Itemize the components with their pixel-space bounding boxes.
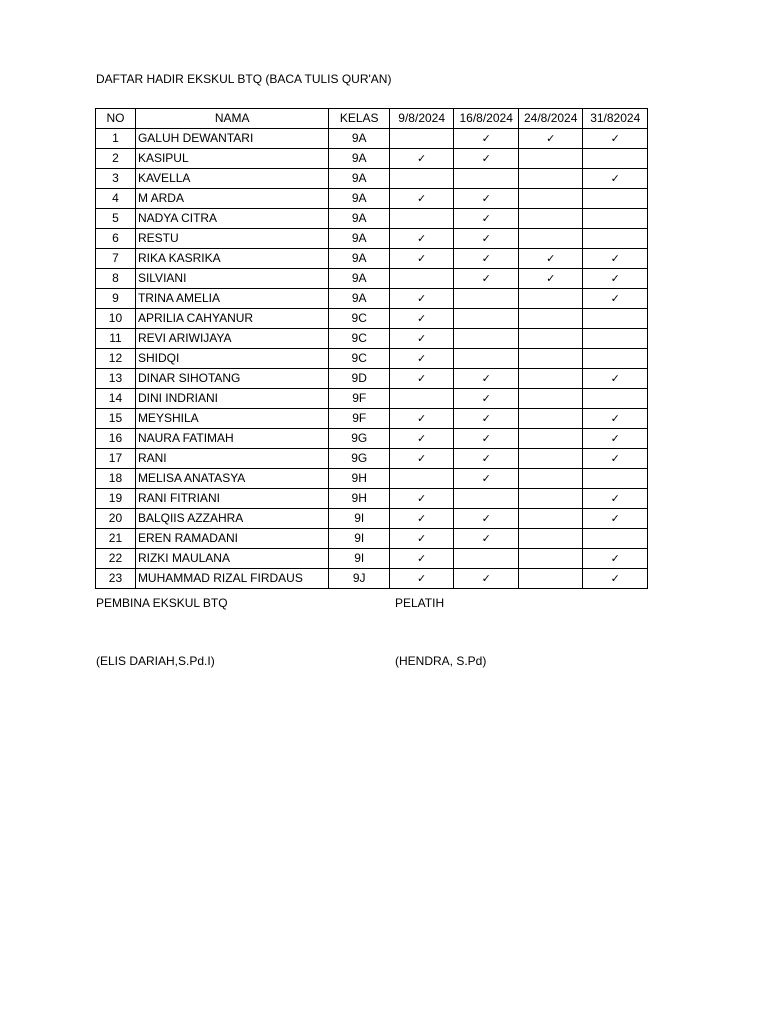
attendance-table [95, 108, 648, 589]
checkmark-icon: ✓ [610, 371, 620, 385]
student-class: 9A [329, 208, 389, 228]
attendance-cell [583, 168, 648, 188]
attendance-cell [389, 168, 454, 188]
student-class: 9C [329, 328, 389, 348]
attendance-cell [389, 508, 454, 528]
signature-name-pelatih: (HENDRA, S.Pd) [395, 654, 487, 668]
student-class: 9I [329, 528, 389, 548]
attendance-cell [454, 348, 519, 368]
table-header-row [96, 109, 648, 129]
table-row [96, 228, 648, 248]
attendance-cell [389, 348, 454, 368]
attendance-cell [583, 468, 648, 488]
checkmark-icon: ✓ [481, 391, 491, 405]
student-name: RANI FITRIANI [135, 488, 329, 508]
attendance-cell [518, 508, 583, 528]
attendance-cell [389, 568, 454, 588]
attendance-cell [583, 308, 648, 328]
table-row [96, 188, 648, 208]
attendance-cell [518, 248, 583, 268]
checkmark-icon: ✓ [417, 331, 427, 345]
checkmark-icon: ✓ [417, 451, 427, 465]
table-row [96, 248, 648, 268]
attendance-cell [583, 548, 648, 568]
student-name: NAURA FATIMAH [135, 428, 329, 448]
student-name: NADYA CITRA [135, 208, 329, 228]
table-row [96, 548, 648, 568]
attendance-cell [583, 508, 648, 528]
student-name: DINAR SIHOTANG [135, 368, 329, 388]
checkmark-icon: ✓ [481, 151, 491, 165]
table-row [96, 428, 648, 448]
checkmark-icon: ✓ [481, 131, 491, 145]
table-row [96, 368, 648, 388]
attendance-cell [454, 428, 519, 448]
attendance-cell [454, 468, 519, 488]
header-date-2: 16/8/2024 [454, 109, 519, 129]
student-name: EREN RAMADANI [135, 528, 329, 548]
row-number: 3 [96, 168, 136, 188]
checkmark-icon: ✓ [546, 131, 556, 145]
row-number: 14 [96, 388, 136, 408]
row-number: 15 [96, 408, 136, 428]
row-number: 1 [96, 128, 136, 148]
checkmark-icon: ✓ [481, 451, 491, 465]
table-row [96, 328, 648, 348]
checkmark-icon: ✓ [610, 171, 620, 185]
table-row [96, 508, 648, 528]
attendance-cell [389, 308, 454, 328]
checkmark-icon: ✓ [417, 491, 427, 505]
attendance-cell [518, 148, 583, 168]
attendance-cell [389, 428, 454, 448]
student-name: SILVIANI [135, 268, 329, 288]
table-row [96, 468, 648, 488]
row-number: 18 [96, 468, 136, 488]
header-date-3: 24/8/2024 [518, 109, 583, 129]
student-class: 9F [329, 408, 389, 428]
student-name: GALUH DEWANTARI [135, 128, 329, 148]
student-class: 9A [329, 228, 389, 248]
checkmark-icon: ✓ [610, 511, 620, 525]
attendance-cell [518, 488, 583, 508]
attendance-cell [518, 568, 583, 588]
table-row [96, 308, 648, 328]
checkmark-icon: ✓ [417, 571, 427, 585]
attendance-cell [389, 468, 454, 488]
attendance-cell [518, 528, 583, 548]
table-row [96, 388, 648, 408]
attendance-cell [454, 148, 519, 168]
attendance-cell [454, 208, 519, 228]
attendance-cell [389, 328, 454, 348]
attendance-cell [583, 428, 648, 448]
row-number: 12 [96, 348, 136, 368]
attendance-cell [518, 268, 583, 288]
table-row [96, 568, 648, 588]
student-class: 9I [329, 548, 389, 568]
student-class: 9I [329, 508, 389, 528]
checkmark-icon: ✓ [481, 411, 491, 425]
student-name: RESTU [135, 228, 329, 248]
attendance-cell [583, 188, 648, 208]
table-row [96, 128, 648, 148]
row-number: 16 [96, 428, 136, 448]
attendance-cell [389, 368, 454, 388]
student-class: 9A [329, 168, 389, 188]
attendance-cell [518, 548, 583, 568]
attendance-cell [454, 528, 519, 548]
checkmark-icon: ✓ [610, 571, 620, 585]
row-number: 10 [96, 308, 136, 328]
row-number: 9 [96, 288, 136, 308]
checkmark-icon: ✓ [481, 231, 491, 245]
checkmark-icon: ✓ [481, 251, 491, 265]
row-number: 23 [96, 568, 136, 588]
header-date-1: 9/8/2024 [389, 109, 454, 129]
header-kelas: KELAS [329, 109, 389, 129]
checkmark-icon: ✓ [417, 151, 427, 165]
attendance-cell [518, 308, 583, 328]
attendance-cell [518, 208, 583, 228]
attendance-cell [454, 268, 519, 288]
header-name: NAMA [135, 109, 329, 129]
student-name: RIKA KASRIKA [135, 248, 329, 268]
student-name: RIZKI MAULANA [135, 548, 329, 568]
attendance-cell [389, 148, 454, 168]
attendance-cell [518, 188, 583, 208]
checkmark-icon: ✓ [417, 311, 427, 325]
checkmark-icon: ✓ [417, 511, 427, 525]
checkmark-icon: ✓ [417, 251, 427, 265]
checkmark-icon: ✓ [417, 231, 427, 245]
checkmark-icon: ✓ [417, 431, 427, 445]
student-class: 9H [329, 468, 389, 488]
student-class: 9A [329, 288, 389, 308]
attendance-cell [583, 388, 648, 408]
table-row [96, 348, 648, 368]
signature-label-pelatih: PELATIH [395, 596, 445, 610]
attendance-cell [583, 208, 648, 228]
table-row [96, 168, 648, 188]
row-number: 8 [96, 268, 136, 288]
attendance-cell [583, 268, 648, 288]
attendance-cell [454, 568, 519, 588]
attendance-cell [518, 468, 583, 488]
checkmark-icon: ✓ [417, 531, 427, 545]
page-title: DAFTAR HADIR EKSKUL BTQ (BACA TULIS QUR'AN) [96, 72, 392, 86]
attendance-cell [389, 448, 454, 468]
attendance-cell [389, 388, 454, 408]
attendance-cell [583, 148, 648, 168]
checkmark-icon: ✓ [481, 211, 491, 225]
table-body [96, 128, 648, 588]
attendance-cell [583, 328, 648, 348]
row-number: 20 [96, 508, 136, 528]
attendance-cell [454, 488, 519, 508]
checkmark-icon: ✓ [481, 471, 491, 485]
attendance-cell [389, 528, 454, 548]
checkmark-icon: ✓ [610, 291, 620, 305]
attendance-cell [583, 368, 648, 388]
attendance-cell [518, 168, 583, 188]
checkmark-icon: ✓ [417, 351, 427, 365]
student-name: REVI ARIWIJAYA [135, 328, 329, 348]
row-number: 6 [96, 228, 136, 248]
attendance-cell [454, 368, 519, 388]
attendance-cell [518, 288, 583, 308]
attendance-cell [583, 248, 648, 268]
attendance-cell [518, 408, 583, 428]
attendance-cell [389, 228, 454, 248]
attendance-cell [454, 388, 519, 408]
row-number: 5 [96, 208, 136, 228]
row-number: 19 [96, 488, 136, 508]
attendance-cell [389, 248, 454, 268]
checkmark-icon: ✓ [417, 551, 427, 565]
checkmark-icon: ✓ [610, 491, 620, 505]
checkmark-icon: ✓ [610, 411, 620, 425]
row-number: 13 [96, 368, 136, 388]
signature-label-pembina: PEMBINA EKSKUL BTQ [96, 596, 228, 610]
checkmark-icon: ✓ [610, 431, 620, 445]
student-name: KASIPUL [135, 148, 329, 168]
attendance-cell [583, 408, 648, 428]
student-name: MEYSHILA [135, 408, 329, 428]
checkmark-icon: ✓ [481, 431, 491, 445]
attendance-cell [518, 428, 583, 448]
table-row [96, 448, 648, 468]
checkmark-icon: ✓ [610, 451, 620, 465]
checkmark-icon: ✓ [481, 371, 491, 385]
attendance-cell [583, 288, 648, 308]
attendance-cell [518, 348, 583, 368]
checkmark-icon: ✓ [546, 271, 556, 285]
attendance-cell [518, 388, 583, 408]
attendance-cell [389, 128, 454, 148]
checkmark-icon: ✓ [481, 511, 491, 525]
student-class: 9A [329, 128, 389, 148]
student-name: KAVELLA [135, 168, 329, 188]
student-class: 9C [329, 308, 389, 328]
attendance-cell [518, 368, 583, 388]
attendance-cell [454, 548, 519, 568]
row-number: 17 [96, 448, 136, 468]
table-row [96, 208, 648, 228]
checkmark-icon: ✓ [610, 251, 620, 265]
checkmark-icon: ✓ [610, 131, 620, 145]
student-class: 9D [329, 368, 389, 388]
attendance-cell [454, 288, 519, 308]
attendance-cell [454, 408, 519, 428]
checkmark-icon: ✓ [481, 571, 491, 585]
checkmark-icon: ✓ [546, 251, 556, 265]
student-name: MELISA ANATASYA [135, 468, 329, 488]
checkmark-icon: ✓ [417, 371, 427, 385]
student-class: 9G [329, 448, 389, 468]
attendance-cell [583, 228, 648, 248]
attendance-cell [389, 268, 454, 288]
attendance-cell [389, 188, 454, 208]
table-row [96, 148, 648, 168]
attendance-cell [389, 548, 454, 568]
attendance-cell [454, 328, 519, 348]
attendance-cell [454, 508, 519, 528]
student-name: DINI INDRIANI [135, 388, 329, 408]
student-name: APRILIA CAHYANUR [135, 308, 329, 328]
table-row [96, 408, 648, 428]
row-number: 21 [96, 528, 136, 548]
attendance-cell [583, 448, 648, 468]
checkmark-icon: ✓ [481, 191, 491, 205]
student-class: 9G [329, 428, 389, 448]
row-number: 4 [96, 188, 136, 208]
header-date-4: 31/82024 [583, 109, 648, 129]
checkmark-icon: ✓ [417, 191, 427, 205]
attendance-cell [518, 228, 583, 248]
attendance-cell [454, 188, 519, 208]
checkmark-icon: ✓ [417, 411, 427, 425]
checkmark-icon: ✓ [610, 551, 620, 565]
checkmark-icon: ✓ [610, 271, 620, 285]
attendance-cell [583, 488, 648, 508]
attendance-cell [518, 448, 583, 468]
row-number: 22 [96, 548, 136, 568]
attendance-cell [389, 488, 454, 508]
student-class: 9A [329, 148, 389, 168]
attendance-cell [583, 568, 648, 588]
student-name: BALQIIS AZZAHRA [135, 508, 329, 528]
attendance-cell [454, 128, 519, 148]
table-row [96, 288, 648, 308]
table-row [96, 268, 648, 288]
table-row [96, 528, 648, 548]
row-number: 11 [96, 328, 136, 348]
attendance-cell [583, 348, 648, 368]
attendance-cell [454, 168, 519, 188]
attendance-cell [454, 448, 519, 468]
attendance-cell [518, 328, 583, 348]
signature-name-pembina: (ELIS DARIAH,S.Pd.I) [96, 654, 215, 668]
student-class: 9J [329, 568, 389, 588]
student-class: 9F [329, 388, 389, 408]
attendance-cell [454, 248, 519, 268]
student-class: 9H [329, 488, 389, 508]
attendance-cell [389, 288, 454, 308]
student-name: RANI [135, 448, 329, 468]
checkmark-icon: ✓ [417, 291, 427, 305]
student-class: 9A [329, 248, 389, 268]
attendance-cell [454, 228, 519, 248]
student-class: 9A [329, 268, 389, 288]
student-name: MUHAMMAD RIZAL FIRDAUS [135, 568, 329, 588]
student-name: SHIDQI [135, 348, 329, 368]
row-number: 7 [96, 248, 136, 268]
table-row [96, 488, 648, 508]
attendance-cell [389, 208, 454, 228]
attendance-cell [389, 408, 454, 428]
student-name: TRINA AMELIA [135, 288, 329, 308]
attendance-cell [583, 528, 648, 548]
student-name: M ARDA [135, 188, 329, 208]
header-no: NO [96, 109, 136, 129]
checkmark-icon: ✓ [481, 531, 491, 545]
row-number: 2 [96, 148, 136, 168]
student-class: 9A [329, 188, 389, 208]
attendance-cell [583, 128, 648, 148]
student-class: 9C [329, 348, 389, 368]
attendance-cell [518, 128, 583, 148]
attendance-cell [454, 308, 519, 328]
checkmark-icon: ✓ [481, 271, 491, 285]
